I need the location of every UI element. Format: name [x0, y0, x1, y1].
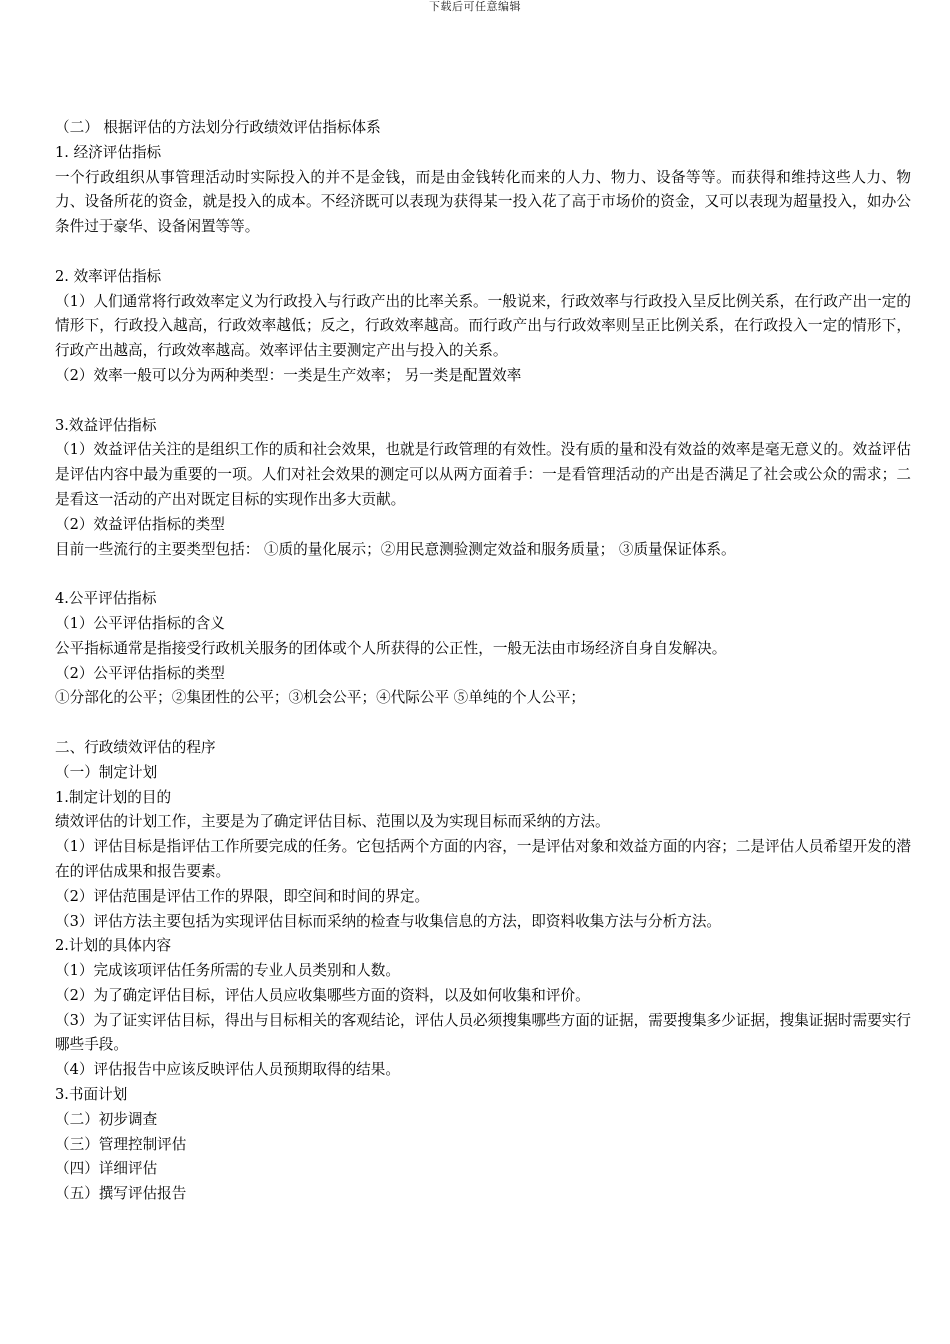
paragraph: （2）为了确定评估目标，评估人员应收集哪些方面的资料，以及如何收集和评价。	[55, 986, 590, 1004]
paragraph: 绩效评估的计划工作，主要是为了确定评估目标、范围以及为实现目标而采纳的方法。	[55, 813, 610, 831]
paragraph: （1）评估目标是指评估工作所要完成的任务。它包括两个方面的内容，一是评估对象和效益方面的内容；二是评估人员希望开发的潜在的评估成果和报告要素。	[55, 838, 911, 880]
subsection-heading: 4.公平评估指标	[55, 590, 157, 608]
paragraph: （2）效率一般可以分为两种类型：一类是生产效率； 另一类是配置效率	[55, 366, 522, 384]
subsection-heading: 1.制定计划的目的	[55, 788, 172, 806]
subsection-heading: （一）制定计划	[55, 763, 158, 781]
subsection-heading: 1. 经济评估指标	[55, 143, 162, 161]
blank-line	[55, 240, 911, 265]
subsection-heading: 3.效益评估指标	[55, 416, 157, 434]
paragraph: 公平指标通常是指接受行政机关服务的团体或个人所获得的公正性，一般无法由市场经济自身自发解决。	[55, 639, 727, 657]
subsection-heading: 2. 效率评估指标	[55, 267, 162, 285]
document-body	[55, 116, 911, 1207]
section-heading: （二） 根据评估的方法划分行政绩效评估指标体系	[55, 119, 381, 136]
paragraph: （1）完成该项评估任务所需的专业人员类别和人数。	[55, 962, 400, 980]
paragraph: ①分部化的公平；②集团性的公平；③机会公平；④代际公平 ⑤单纯的个人公平；	[55, 689, 586, 707]
paragraph: （1）公平评估指标的含义	[55, 614, 225, 632]
subsection-heading: （四）详细评估	[55, 1160, 158, 1178]
paragraph: （2）公平评估指标的类型	[55, 664, 225, 682]
paragraph: （2）效益评估指标的类型	[55, 515, 225, 533]
paragraph: （3）评估方法主要包括为实现评估目标而采纳的检查与收集信息的方法，即资料收集方法与分析方法。	[55, 912, 722, 930]
subsection-heading: （五）撰写评估报告	[55, 1185, 187, 1203]
paragraph: 一个行政组织从事管理活动时实际投入的并不是金钱，而是由金钱转化而来的人力、物力、设备等等。而获得和维持这些人力、物力、设备所花的资金，就是投入的成本。不经济既可以表现为获得某一投入花了高于市场价的资金，又可以表现为超量投入，如办公条件过于豪华、设备闲置等等。	[55, 168, 911, 236]
subsection-heading: （三）管理控制评估	[55, 1135, 187, 1153]
paragraph: （4）评估报告中应该反映评估人员预期取得的结果。	[55, 1061, 400, 1079]
paragraph: 目前一些流行的主要类型包括： ①质的量化展示；②用民意测验测定效益和服务质量； ③质量保证体系。	[55, 540, 736, 558]
blank-line	[55, 562, 911, 587]
paragraph: （3）为了证实评估目标，得出与目标相关的客观结论，评估人员必须搜集哪些方面的证据，需要搜集多少证据，搜集证据时需要实行哪些手段。	[55, 1011, 911, 1054]
paragraph: （2）评估范围是评估工作的界限，即空间和时间的界定。	[55, 887, 430, 905]
paragraph: （1）效益评估关注的是组织工作的质和社会效果，也就是行政管理的有效性。没有质的量和没有效益的效率是毫无意义的。效益评估是评估内容中最为重要的一项。人们对社会效果的测定可以从两方面着手：一是看管理活动的产出是否满足了社会或公众的需求；二是看这一活动的产出对既定目标的实现作出多大贡献。	[55, 441, 911, 508]
blank-line	[55, 711, 911, 736]
blank-line	[55, 389, 911, 414]
subsection-heading: （二）初步调查	[55, 1110, 158, 1128]
subsection-heading: 3.书面计划	[55, 1086, 128, 1104]
section-heading: 二、行政绩效评估的程序	[55, 738, 216, 756]
paragraph: （1）人们通常将行政效率定义为行政投入与行政产出的比率关系。一般说来，行政效率与行政投入呈反比例关系，在行政产出一定的情形下，行政投入越高，行政效率越低；反之，行政效率越高。而行政产出与行政效率则呈正比例关系，在行政投入一定的情形下，行政产出越高，行政效率越高。效率评估主要测定产出与投入的关系。	[55, 292, 911, 360]
header-note: 下载后可任意编辑	[429, 0, 521, 13]
subsection-heading: 2.计划的具体内容	[55, 937, 172, 955]
